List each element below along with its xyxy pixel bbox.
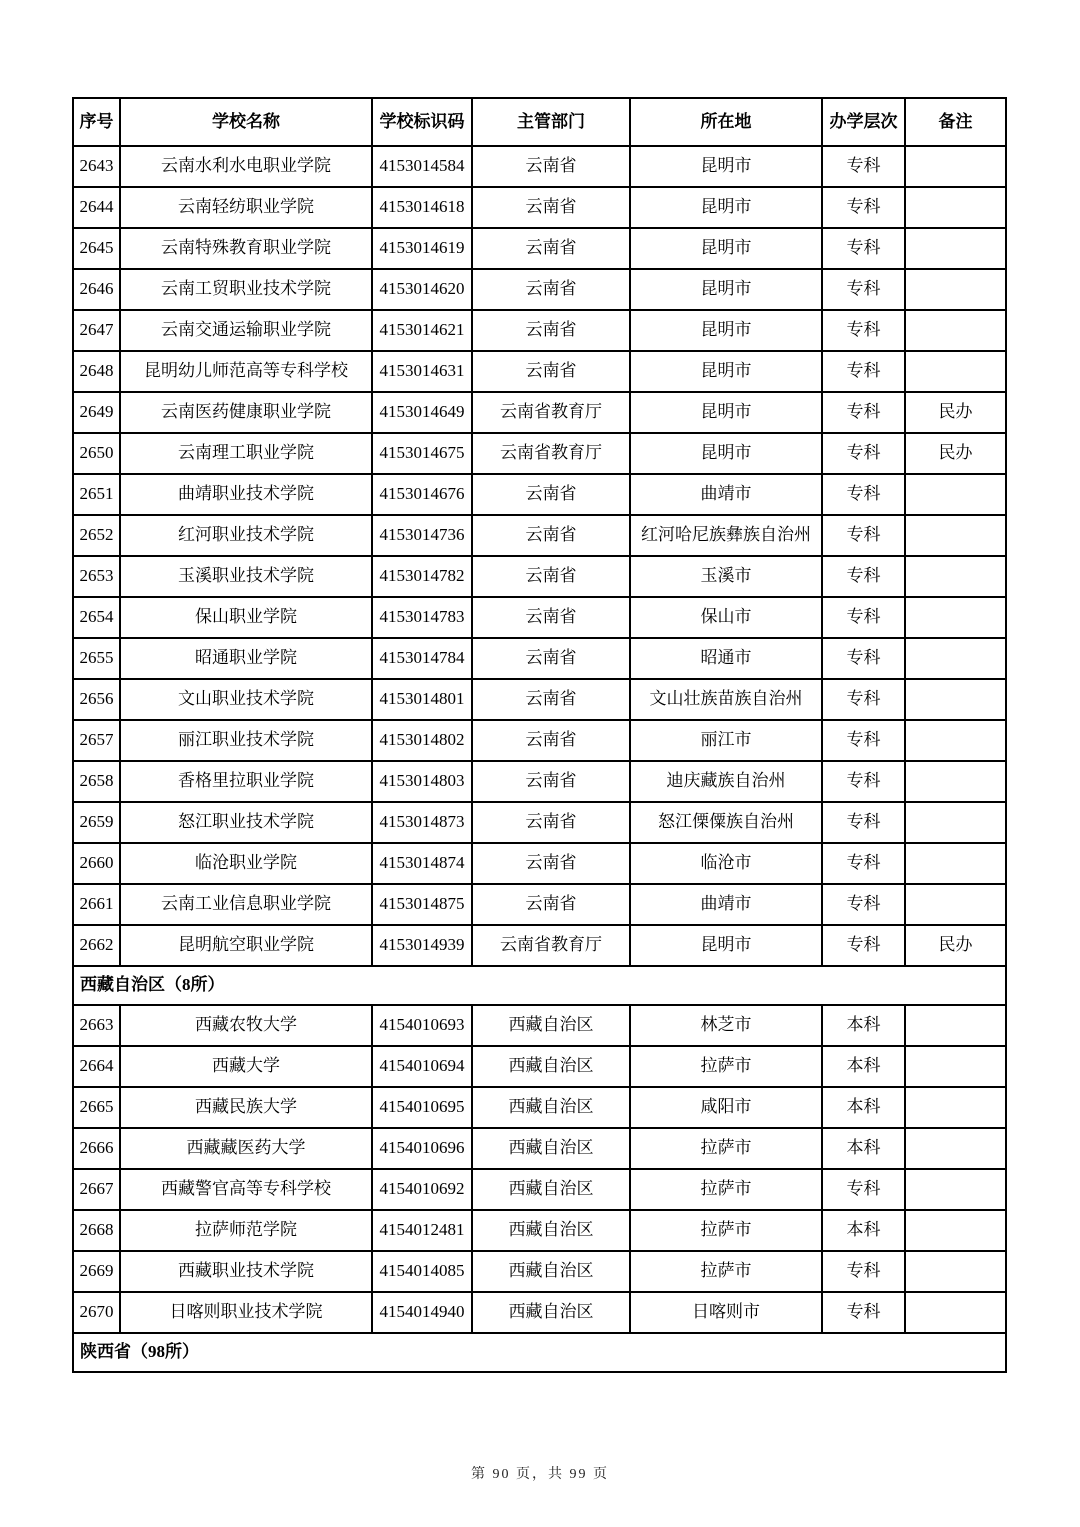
school-name-cell: 西藏警官高等专科学校 bbox=[120, 1169, 372, 1210]
school-row bbox=[73, 720, 1006, 761]
authority-cell: 云南省 bbox=[472, 843, 630, 884]
location-cell: 临沧市 bbox=[630, 843, 822, 884]
school-code-cell: 4154012481 bbox=[372, 1210, 472, 1251]
location-cell: 文山壮族苗族自治州 bbox=[630, 679, 822, 720]
school-name-cell: 西藏民族大学 bbox=[120, 1087, 372, 1128]
school-row bbox=[73, 1046, 1006, 1087]
school-code-cell: 4153014618 bbox=[372, 187, 472, 228]
authority-cell: 西藏自治区 bbox=[472, 1005, 630, 1046]
school-row bbox=[73, 1169, 1006, 1210]
note-cell bbox=[905, 843, 1006, 884]
school-code-cell: 4154010694 bbox=[372, 1046, 472, 1087]
school-name-cell: 文山职业技术学院 bbox=[120, 679, 372, 720]
note-cell bbox=[905, 310, 1006, 351]
level-cell: 本科 bbox=[822, 1087, 905, 1128]
school-row bbox=[73, 843, 1006, 884]
authority-cell: 云南省 bbox=[472, 474, 630, 515]
school-row bbox=[73, 515, 1006, 556]
note-cell bbox=[905, 146, 1006, 187]
school-row bbox=[73, 187, 1006, 228]
authority-cell: 云南省 bbox=[472, 146, 630, 187]
header-level: 办学层次 bbox=[822, 98, 905, 146]
note-cell: 民办 bbox=[905, 392, 1006, 433]
level-cell: 专科 bbox=[822, 310, 905, 351]
note-cell bbox=[905, 1210, 1006, 1251]
school-code-cell: 4153014803 bbox=[372, 761, 472, 802]
authority-cell: 云南省 bbox=[472, 351, 630, 392]
level-cell: 专科 bbox=[822, 761, 905, 802]
authority-cell: 西藏自治区 bbox=[472, 1046, 630, 1087]
row-index-cell: 2655 bbox=[73, 638, 120, 679]
location-cell: 曲靖市 bbox=[630, 884, 822, 925]
level-cell: 专科 bbox=[822, 843, 905, 884]
school-name-cell: 昆明航空职业学院 bbox=[120, 925, 372, 966]
authority-cell: 云南省 bbox=[472, 802, 630, 843]
note-cell bbox=[905, 556, 1006, 597]
authority-cell: 云南省教育厅 bbox=[472, 392, 630, 433]
level-cell: 专科 bbox=[822, 638, 905, 679]
row-index-cell: 2648 bbox=[73, 351, 120, 392]
school-code-cell: 4154010692 bbox=[372, 1169, 472, 1210]
school-name-cell: 西藏藏医药大学 bbox=[120, 1128, 372, 1169]
note-cell bbox=[905, 351, 1006, 392]
school-name-cell: 怒江职业技术学院 bbox=[120, 802, 372, 843]
authority-cell: 云南省 bbox=[472, 720, 630, 761]
school-code-cell: 4153014783 bbox=[372, 597, 472, 638]
level-cell: 本科 bbox=[822, 1046, 905, 1087]
province-section-row bbox=[73, 1333, 1006, 1372]
row-index-cell: 2666 bbox=[73, 1128, 120, 1169]
location-cell: 玉溪市 bbox=[630, 556, 822, 597]
authority-cell: 西藏自治区 bbox=[472, 1128, 630, 1169]
header-row bbox=[73, 98, 1006, 146]
school-code-cell: 4153014874 bbox=[372, 843, 472, 884]
row-index-cell: 2658 bbox=[73, 761, 120, 802]
school-row bbox=[73, 351, 1006, 392]
row-index-cell: 2652 bbox=[73, 515, 120, 556]
school-name-cell: 云南工贸职业技术学院 bbox=[120, 269, 372, 310]
location-cell: 曲靖市 bbox=[630, 474, 822, 515]
school-code-cell: 4153014736 bbox=[372, 515, 472, 556]
authority-cell: 云南省 bbox=[472, 597, 630, 638]
authority-cell: 云南省 bbox=[472, 761, 630, 802]
row-index-cell: 2660 bbox=[73, 843, 120, 884]
school-row bbox=[73, 474, 1006, 515]
school-table-body bbox=[73, 146, 1006, 1372]
row-index-cell: 2657 bbox=[73, 720, 120, 761]
location-cell: 拉萨市 bbox=[630, 1046, 822, 1087]
header-school-code: 学校标识码 bbox=[372, 98, 472, 146]
location-cell: 昆明市 bbox=[630, 310, 822, 351]
location-cell: 丽江市 bbox=[630, 720, 822, 761]
location-cell: 咸阳市 bbox=[630, 1087, 822, 1128]
school-name-cell: 云南水利水电职业学院 bbox=[120, 146, 372, 187]
note-cell: 民办 bbox=[905, 433, 1006, 474]
note-cell bbox=[905, 1087, 1006, 1128]
authority-cell: 云南省 bbox=[472, 515, 630, 556]
level-cell: 专科 bbox=[822, 679, 905, 720]
school-name-cell: 临沧职业学院 bbox=[120, 843, 372, 884]
province-section-row bbox=[73, 966, 1006, 1005]
level-cell: 本科 bbox=[822, 1128, 905, 1169]
school-row bbox=[73, 597, 1006, 638]
level-cell: 专科 bbox=[822, 515, 905, 556]
note-cell bbox=[905, 1128, 1006, 1169]
location-cell: 拉萨市 bbox=[630, 1210, 822, 1251]
school-code-cell: 4153014875 bbox=[372, 884, 472, 925]
authority-cell: 云南省 bbox=[472, 310, 630, 351]
school-row bbox=[73, 433, 1006, 474]
level-cell: 专科 bbox=[822, 351, 905, 392]
header-location: 所在地 bbox=[630, 98, 822, 146]
location-cell: 昆明市 bbox=[630, 433, 822, 474]
note-cell: 民办 bbox=[905, 925, 1006, 966]
level-cell: 专科 bbox=[822, 884, 905, 925]
school-row bbox=[73, 761, 1006, 802]
row-index-cell: 2646 bbox=[73, 269, 120, 310]
school-name-cell: 云南工业信息职业学院 bbox=[120, 884, 372, 925]
row-index-cell: 2645 bbox=[73, 228, 120, 269]
school-name-cell: 昆明幼儿师范高等专科学校 bbox=[120, 351, 372, 392]
school-name-cell: 云南医药健康职业学院 bbox=[120, 392, 372, 433]
note-cell bbox=[905, 1169, 1006, 1210]
school-row bbox=[73, 269, 1006, 310]
level-cell: 专科 bbox=[822, 556, 905, 597]
school-code-cell: 4154010696 bbox=[372, 1128, 472, 1169]
row-index-cell: 2667 bbox=[73, 1169, 120, 1210]
row-index-cell: 2643 bbox=[73, 146, 120, 187]
school-code-cell: 4154014940 bbox=[372, 1292, 472, 1333]
note-cell bbox=[905, 187, 1006, 228]
level-cell: 专科 bbox=[822, 146, 905, 187]
header-authority: 主管部门 bbox=[472, 98, 630, 146]
note-cell bbox=[905, 679, 1006, 720]
location-cell: 怒江傈僳族自治州 bbox=[630, 802, 822, 843]
note-cell bbox=[905, 638, 1006, 679]
school-row bbox=[73, 392, 1006, 433]
school-name-cell: 曲靖职业技术学院 bbox=[120, 474, 372, 515]
school-code-cell: 4153014939 bbox=[372, 925, 472, 966]
level-cell: 本科 bbox=[822, 1005, 905, 1046]
note-cell bbox=[905, 1251, 1006, 1292]
location-cell: 昆明市 bbox=[630, 925, 822, 966]
row-index-cell: 2670 bbox=[73, 1292, 120, 1333]
row-index-cell: 2649 bbox=[73, 392, 120, 433]
note-cell bbox=[905, 515, 1006, 556]
school-name-cell: 拉萨师范学院 bbox=[120, 1210, 372, 1251]
school-code-cell: 4153014620 bbox=[372, 269, 472, 310]
school-name-cell: 西藏农牧大学 bbox=[120, 1005, 372, 1046]
school-row bbox=[73, 1128, 1006, 1169]
location-cell: 林芝市 bbox=[630, 1005, 822, 1046]
row-index-cell: 2644 bbox=[73, 187, 120, 228]
level-cell: 专科 bbox=[822, 392, 905, 433]
school-code-cell: 4153014784 bbox=[372, 638, 472, 679]
level-cell: 本科 bbox=[822, 1210, 905, 1251]
note-cell bbox=[905, 1046, 1006, 1087]
school-row bbox=[73, 925, 1006, 966]
province-section-label: 陕西省（98所） bbox=[73, 1333, 1006, 1372]
level-cell: 专科 bbox=[822, 269, 905, 310]
note-cell bbox=[905, 1292, 1006, 1333]
school-row bbox=[73, 1005, 1006, 1046]
school-name-cell: 西藏大学 bbox=[120, 1046, 372, 1087]
authority-cell: 云南省 bbox=[472, 228, 630, 269]
school-row bbox=[73, 802, 1006, 843]
school-name-cell: 云南理工职业学院 bbox=[120, 433, 372, 474]
school-row bbox=[73, 1210, 1006, 1251]
school-name-cell: 玉溪职业技术学院 bbox=[120, 556, 372, 597]
school-row bbox=[73, 556, 1006, 597]
level-cell: 专科 bbox=[822, 187, 905, 228]
row-index-cell: 2650 bbox=[73, 433, 120, 474]
school-code-cell: 4153014621 bbox=[372, 310, 472, 351]
row-index-cell: 2656 bbox=[73, 679, 120, 720]
school-code-cell: 4153014631 bbox=[372, 351, 472, 392]
province-section-label: 西藏自治区（8所） bbox=[73, 966, 1006, 1005]
school-code-cell: 4153014801 bbox=[372, 679, 472, 720]
authority-cell: 云南省教育厅 bbox=[472, 433, 630, 474]
note-cell bbox=[905, 761, 1006, 802]
school-row bbox=[73, 884, 1006, 925]
level-cell: 专科 bbox=[822, 228, 905, 269]
school-name-cell: 保山职业学院 bbox=[120, 597, 372, 638]
location-cell: 昭通市 bbox=[630, 638, 822, 679]
school-row bbox=[73, 146, 1006, 187]
school-name-cell: 丽江职业技术学院 bbox=[120, 720, 372, 761]
school-code-cell: 4154010693 bbox=[372, 1005, 472, 1046]
level-cell: 专科 bbox=[822, 802, 905, 843]
row-index-cell: 2647 bbox=[73, 310, 120, 351]
school-code-cell: 4153014873 bbox=[372, 802, 472, 843]
school-row bbox=[73, 1292, 1006, 1333]
note-cell bbox=[905, 597, 1006, 638]
row-index-cell: 2669 bbox=[73, 1251, 120, 1292]
note-cell bbox=[905, 474, 1006, 515]
school-code-cell: 4153014649 bbox=[372, 392, 472, 433]
level-cell: 专科 bbox=[822, 1292, 905, 1333]
note-cell bbox=[905, 802, 1006, 843]
row-index-cell: 2662 bbox=[73, 925, 120, 966]
row-index-cell: 2661 bbox=[73, 884, 120, 925]
table-header bbox=[73, 98, 1006, 146]
page-number-footer: 第 90 页，共 99 页 bbox=[471, 1467, 609, 1482]
authority-cell: 云南省 bbox=[472, 187, 630, 228]
location-cell: 昆明市 bbox=[630, 351, 822, 392]
header-note: 备注 bbox=[905, 98, 1006, 146]
school-row bbox=[73, 310, 1006, 351]
school-code-cell: 4153014802 bbox=[372, 720, 472, 761]
school-name-cell: 云南轻纺职业学院 bbox=[120, 187, 372, 228]
authority-cell: 云南省教育厅 bbox=[472, 925, 630, 966]
location-cell: 昆明市 bbox=[630, 269, 822, 310]
location-cell: 日喀则市 bbox=[630, 1292, 822, 1333]
note-cell bbox=[905, 884, 1006, 925]
location-cell: 迪庆藏族自治州 bbox=[630, 761, 822, 802]
school-name-cell: 云南特殊教育职业学院 bbox=[120, 228, 372, 269]
school-name-cell: 红河职业技术学院 bbox=[120, 515, 372, 556]
note-cell bbox=[905, 720, 1006, 761]
authority-cell: 西藏自治区 bbox=[472, 1169, 630, 1210]
school-code-cell: 4153014782 bbox=[372, 556, 472, 597]
authority-cell: 云南省 bbox=[472, 679, 630, 720]
school-name-cell: 日喀则职业技术学院 bbox=[120, 1292, 372, 1333]
location-cell: 保山市 bbox=[630, 597, 822, 638]
authority-cell: 西藏自治区 bbox=[472, 1251, 630, 1292]
authority-cell: 云南省 bbox=[472, 638, 630, 679]
authority-cell: 西藏自治区 bbox=[472, 1292, 630, 1333]
school-row bbox=[73, 638, 1006, 679]
row-index-cell: 2654 bbox=[73, 597, 120, 638]
school-name-cell: 西藏职业技术学院 bbox=[120, 1251, 372, 1292]
row-index-cell: 2651 bbox=[73, 474, 120, 515]
school-code-cell: 4153014676 bbox=[372, 474, 472, 515]
header-school-name: 学校名称 bbox=[120, 98, 372, 146]
location-cell: 昆明市 bbox=[630, 146, 822, 187]
location-cell: 昆明市 bbox=[630, 187, 822, 228]
row-index-cell: 2668 bbox=[73, 1210, 120, 1251]
header-index: 序号 bbox=[73, 98, 120, 146]
row-index-cell: 2665 bbox=[73, 1087, 120, 1128]
level-cell: 专科 bbox=[822, 597, 905, 638]
school-name-cell: 昭通职业学院 bbox=[120, 638, 372, 679]
note-cell bbox=[905, 269, 1006, 310]
school-row bbox=[73, 1087, 1006, 1128]
school-row bbox=[73, 679, 1006, 720]
school-code-cell: 4154014085 bbox=[372, 1251, 472, 1292]
location-cell: 拉萨市 bbox=[630, 1128, 822, 1169]
note-cell bbox=[905, 228, 1006, 269]
level-cell: 专科 bbox=[822, 1169, 905, 1210]
location-cell: 拉萨市 bbox=[630, 1169, 822, 1210]
school-name-cell: 香格里拉职业学院 bbox=[120, 761, 372, 802]
school-code-cell: 4154010695 bbox=[372, 1087, 472, 1128]
level-cell: 专科 bbox=[822, 474, 905, 515]
row-index-cell: 2664 bbox=[73, 1046, 120, 1087]
location-cell: 拉萨市 bbox=[630, 1251, 822, 1292]
authority-cell: 西藏自治区 bbox=[472, 1087, 630, 1128]
authority-cell: 云南省 bbox=[472, 269, 630, 310]
row-index-cell: 2653 bbox=[73, 556, 120, 597]
location-cell: 红河哈尼族彝族自治州 bbox=[630, 515, 822, 556]
location-cell: 昆明市 bbox=[630, 392, 822, 433]
school-code-cell: 4153014619 bbox=[372, 228, 472, 269]
school-name-cell: 云南交通运输职业学院 bbox=[120, 310, 372, 351]
school-code-cell: 4153014675 bbox=[372, 433, 472, 474]
authority-cell: 西藏自治区 bbox=[472, 1210, 630, 1251]
school-code-cell: 4153014584 bbox=[372, 146, 472, 187]
school-row bbox=[73, 1251, 1006, 1292]
authority-cell: 云南省 bbox=[472, 556, 630, 597]
level-cell: 专科 bbox=[822, 433, 905, 474]
location-cell: 昆明市 bbox=[630, 228, 822, 269]
school-table bbox=[72, 97, 1007, 1373]
row-index-cell: 2659 bbox=[73, 802, 120, 843]
level-cell: 专科 bbox=[822, 720, 905, 761]
level-cell: 专科 bbox=[822, 925, 905, 966]
authority-cell: 云南省 bbox=[472, 884, 630, 925]
note-cell bbox=[905, 1005, 1006, 1046]
level-cell: 专科 bbox=[822, 1251, 905, 1292]
school-row bbox=[73, 228, 1006, 269]
row-index-cell: 2663 bbox=[73, 1005, 120, 1046]
